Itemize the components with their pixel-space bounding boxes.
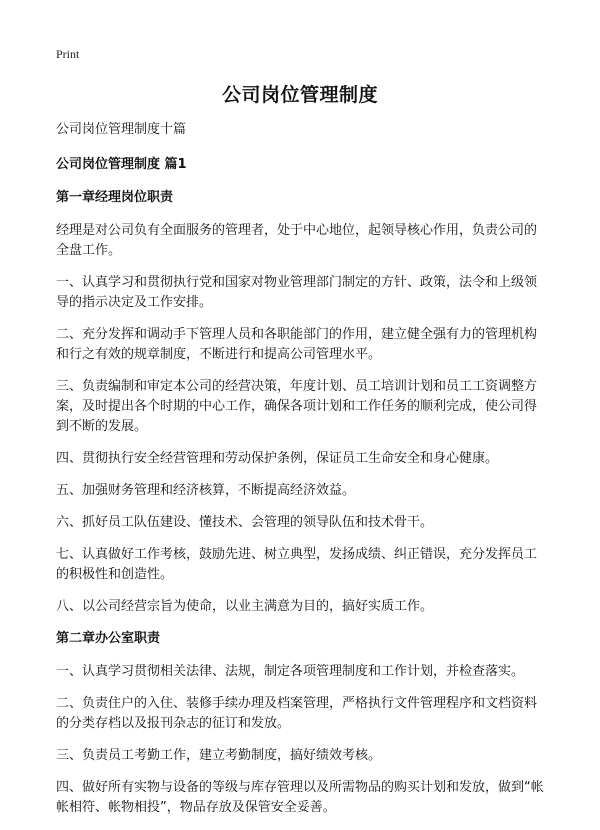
chapter-1-paragraph: 一、认真学习和贯彻执行党和国家对物业管理部门制定的方针、政策，法令和上级领导的指示决定及工作安排。	[56, 275, 538, 310]
subtitle: 公司岗位管理制度十篇	[56, 122, 187, 137]
page-title: 公司岗位管理制度	[221, 84, 378, 106]
section-title: 公司岗位管理制度 篇1	[56, 157, 187, 172]
chapter-1-paragraph: 二、充分发挥和调动手下管理人员和各职能部门的作用，建立健全强有力的管理机构和行之有效的规章制度，不断进行和提高公司管理水平。	[56, 327, 538, 362]
chapter-2-paragraph: 三、负责员工考勤工作，建立考勤制度，搞好绩效考核。	[56, 748, 382, 763]
chapter-1-paragraph: 六、抓好员工队伍建设、懂技术、会管理的领导队伍和技术骨干。	[56, 515, 434, 530]
chapter-1-paragraph: 三、负责编制和审定本公司的经营决策，年度计划、员工培训计划和员工工资调整方案，及时提出各个时期的中心工作，确保各项计划和工作任务的顺利完成，使公司得到不断的发展。	[56, 379, 538, 434]
chapter-1-paragraph: 八、以公司经营宗旨为使命，以业主满意为目的，搞好实质工作。	[56, 599, 434, 614]
chapter-1-paragraph: 四、贯彻执行安全经营管理和劳动保护条例，保证员工生命安全和身心健康。	[56, 451, 499, 466]
chapter-2-paragraph: 二、负责住户的入住、装修手续办理及档案管理，严格执行文件管理程序和文档资料的分类存档以及报刊杂志的征订和发放。	[56, 696, 538, 731]
chapter-2-paragraph: 四、做好所有实物与设备的等级与库存管理以及所需物品的购买计划和发放，做到“帐帐相符、帐物相投”，物品存放及保管安全妥善。	[56, 780, 544, 815]
chapter-2-paragraph: 一、认真学习贯彻相关法律、法规，制定各项管理制度和工作计划，并检查落实。	[56, 664, 525, 679]
chapter-1-paragraph: 经理是对公司负有全面服务的管理者，处于中心地位，起领导核心作用，负责公司的全盘工作。	[56, 223, 538, 258]
chapter-1-paragraph: 五、加强财务管理和经济核算，不断提高经济效益。	[56, 483, 356, 498]
chapter-1-heading: 第一章经理岗位职责	[56, 190, 174, 205]
document-body	[56, 120, 546, 830]
chapter-2-heading: 第二章办公室职责	[56, 631, 161, 646]
chapter-1-paragraph: 七、认真做好工作考核，鼓励先进、树立典型，发扬成绩、纠正错误，充分发挥员工的积极性和创造性。	[56, 547, 538, 582]
print-link[interactable]: Print	[56, 47, 80, 61]
